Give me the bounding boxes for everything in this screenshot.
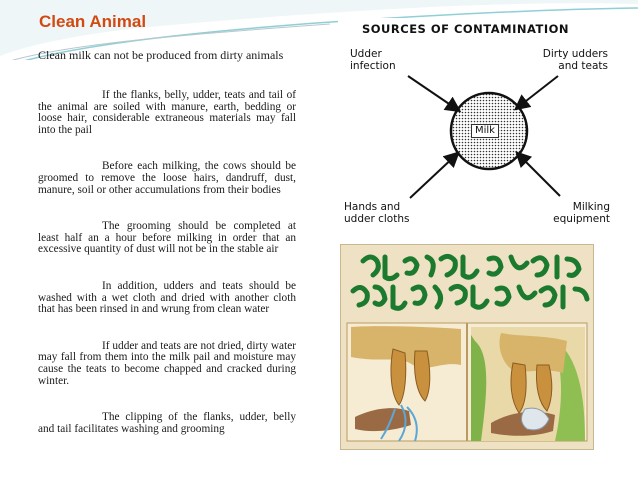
illustration-graphic: [341, 245, 593, 449]
milk-label: Milk: [471, 124, 499, 138]
paragraph-drying-teats: If udder and teats are not dried, dirty water may fall from them into the milk pail and moisture may cause the teats to become chapped and cracked during winter.: [38, 339, 296, 387]
slide-body: [38, 46, 296, 435]
diagram-title: SOURCES OF CONTAMINATION: [362, 22, 570, 36]
paragraph-soiled-animal: If the flanks, belly, udder, teats and tail of the animal are soiled with manure, earth, bedding or loose hair, considerable extraneous materials may fall into the pail: [38, 89, 296, 136]
paragraph-grooming-timing: The grooming should be completed at least half an a hour before milking in order that an excessive quantity of dust will not be in the stable air: [38, 220, 296, 256]
source-dirty-udders: Dirty udders and teats: [542, 48, 608, 72]
arrow-milking-equipment: [518, 154, 560, 196]
contamination-diagram: [338, 18, 612, 230]
paragraph-grooming: Before each milking, the cows should be groomed to remove the loose hairs, dandruff, dust, manure, soil or other accumulations from their bodies: [38, 160, 296, 196]
intro-text: Clean milk can not be produced from dirty animals: [38, 48, 284, 62]
slide-title: Clean Animal: [39, 12, 147, 31]
udder-washing-illustration: [340, 244, 594, 450]
paragraph-clipping: The clipping of the flanks, udder, belly and tail facilitates washing and grooming: [38, 411, 296, 435]
paragraph-washing-udders: In addition, udders and teats should be washed with a wet cloth and dried with another cloth that has been rinsed in and wrung from clean water: [38, 279, 296, 316]
source-milking-equipment: Milking equipment: [553, 201, 610, 225]
arrow-udder-infection: [408, 76, 458, 110]
arrow-dirty-udders: [517, 76, 558, 108]
source-udder-infection: Udder infection: [350, 48, 396, 72]
source-hands-cloths: Hands and udder cloths: [344, 201, 410, 225]
arrow-hands-cloths: [410, 154, 457, 198]
